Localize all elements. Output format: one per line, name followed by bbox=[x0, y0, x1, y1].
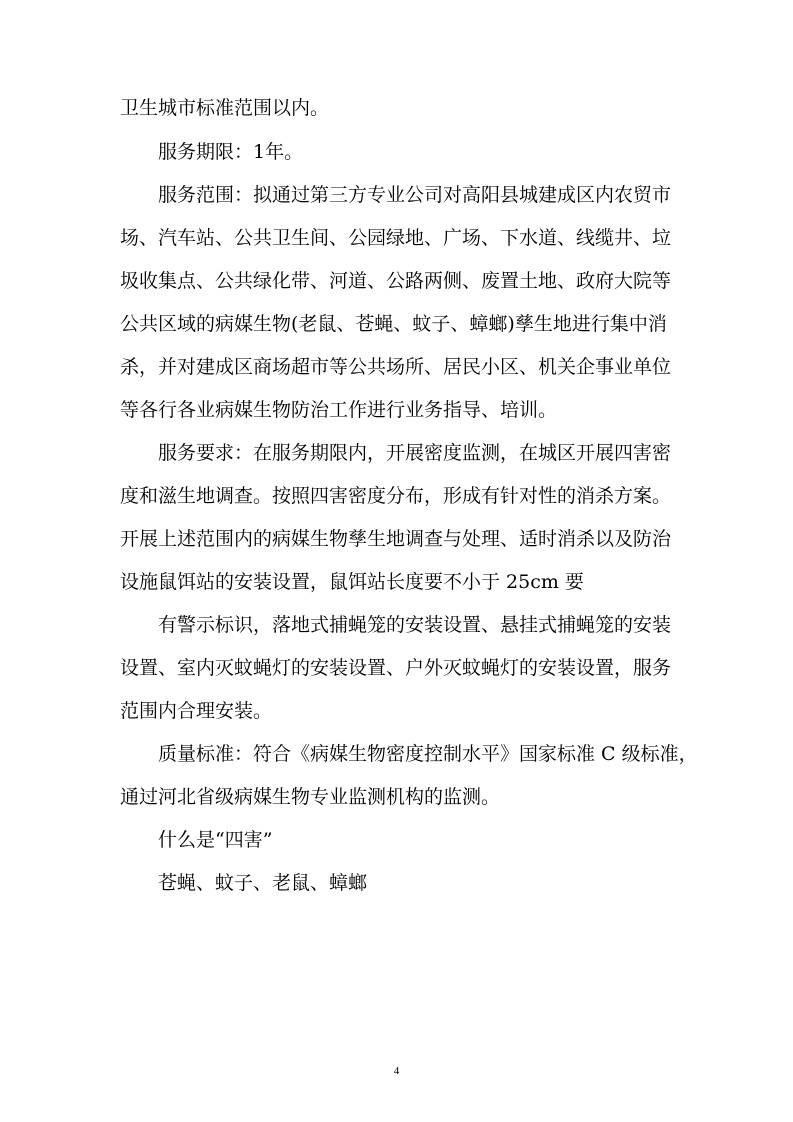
text-line: 服务要求：在服务期限内，开展密度监测，在城区开展四害密 bbox=[158, 442, 672, 464]
text-line: 卫生城市标准范围以内。 bbox=[120, 97, 330, 119]
text-line: 等各行各业病媒生物防治工作进行业务指导、培训。 bbox=[120, 399, 558, 421]
text-line: 服务期限：1年。 bbox=[158, 141, 304, 163]
text-line: 圾收集点、公共绿化带、河道、公路两侧、废置土地、政府大院等 bbox=[120, 270, 672, 292]
text-line: 苍蝇、蚊子、老鼠、蟑螂 bbox=[158, 872, 368, 894]
page-number: 4 bbox=[393, 1065, 400, 1077]
text-line: 设置、室内灭蚊蝇灯的安装设置、户外灭蚊蝇灯的安装设置，服务 bbox=[120, 657, 672, 679]
text-line: 度和滋生地调查。按照四害密度分布，形成有针对性的消杀方案。 bbox=[120, 485, 672, 507]
text-line: 设施鼠饵站的安装设置，鼠饵站长度要不小于 25cm 要 bbox=[120, 571, 584, 593]
text-line: 质量标准：符合《病媒生物密度控制水平》国家标准 C 级标准， bbox=[158, 743, 698, 765]
text-line: 公共区域的病媒生物(老鼠、苍蝇、蚊子、蟑螂)孳生地进行集中消 bbox=[120, 313, 667, 335]
text-line: 有警示标识，落地式捕蝇笼的安装设置、悬挂式捕蝇笼的安装 bbox=[158, 614, 672, 636]
text-line: 开展上述范围内的病媒生物孳生地调查与处理、适时消杀以及防治 bbox=[120, 528, 672, 550]
text-line: 通过河北省级病媒生物专业监测机构的监测。 bbox=[120, 786, 501, 808]
text-line: 杀，并对建成区商场超市等公共场所、居民小区、机关企事业单位 bbox=[120, 356, 672, 378]
text-line: 什么是“四害” bbox=[158, 829, 273, 851]
text-line: 范围内合理安装。 bbox=[120, 700, 273, 722]
text-line: 服务范围：拟通过第三方专业公司对高阳县城建成区内农贸市 bbox=[158, 184, 672, 206]
text-line: 场、汽车站、公共卫生间、公园绿地、广场、下水道、线缆井、垃 bbox=[120, 227, 672, 249]
